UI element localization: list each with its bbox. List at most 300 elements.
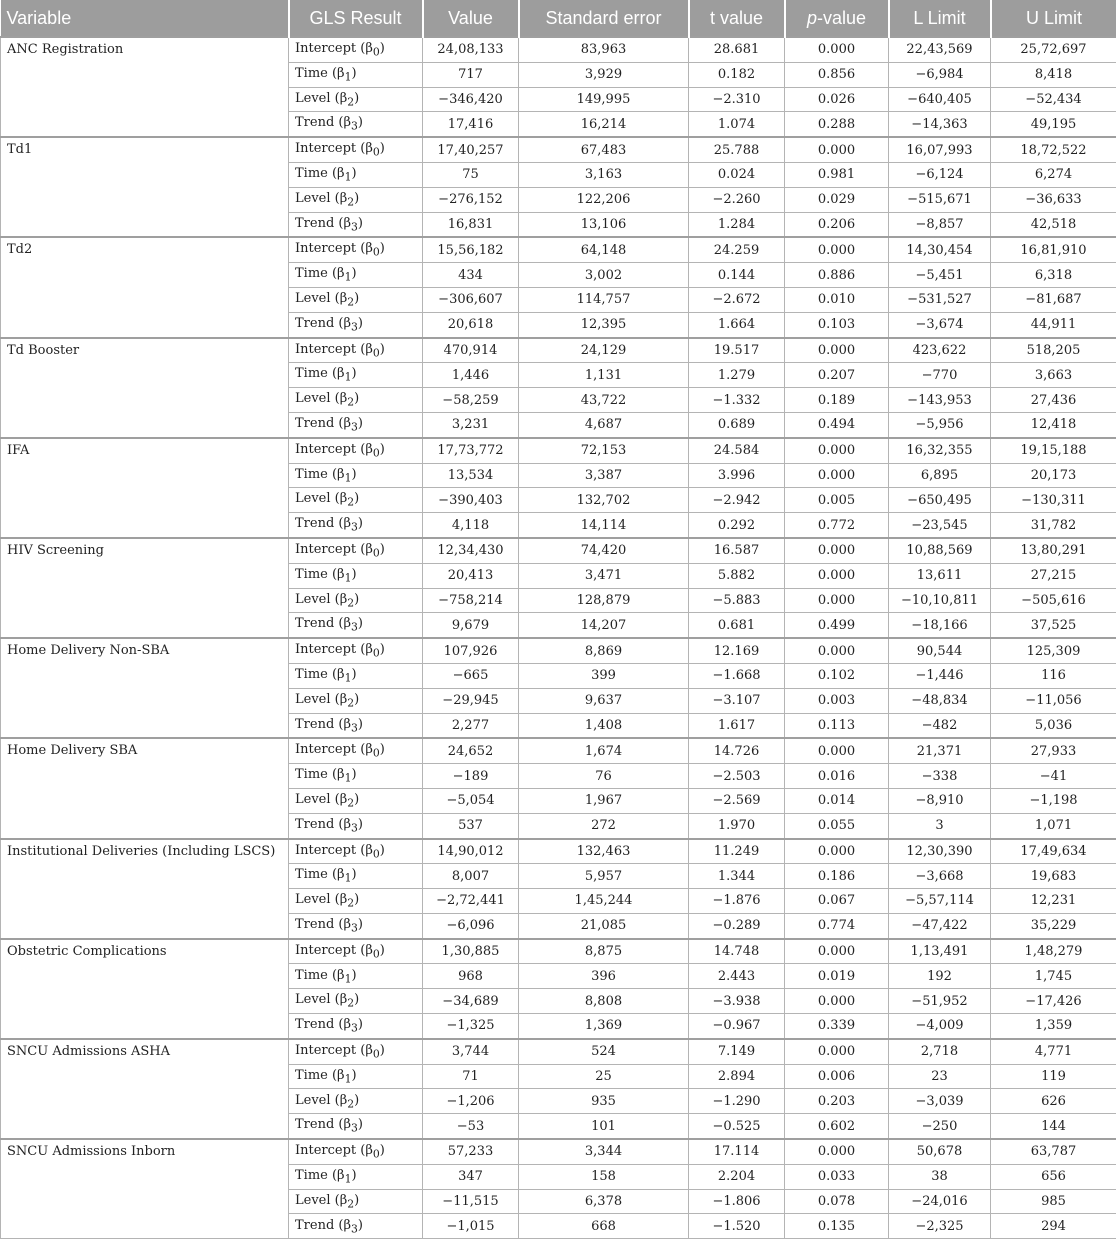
value-cell: 22,43,569 [889,37,991,62]
value-cell: 72,153 [519,438,689,463]
value-cell: 132,463 [519,839,689,864]
gls-result-cell: Time $(\beta_1)$ [289,563,423,588]
value-cell: 19.517 [689,338,785,363]
value-cell: 16.587 [689,538,785,563]
value-cell: 6,895 [889,463,991,488]
value-cell: −1,325 [423,1014,519,1039]
value-cell: 1,967 [519,788,689,813]
table-row [1,939,1116,964]
table-body [1,37,1116,1239]
value-cell: −1,206 [423,1089,519,1114]
gls-result-cell: Level $(\beta_2)$ [289,688,423,713]
gls-result-cell: Level $(\beta_2)$ [289,588,423,613]
value-cell: 0.000 [785,438,889,463]
gls-result-cell: Trend $(\beta_3)$ [289,112,423,137]
value-cell: 5,957 [519,864,689,889]
value-cell: 0.055 [785,813,889,838]
value-cell: 1.279 [689,363,785,388]
value-cell: −3.938 [689,989,785,1014]
value-cell: 347 [423,1164,519,1189]
value-cell: −24,016 [889,1189,991,1214]
gls-result-cell: Intercept $(\beta_0)$ [289,939,423,964]
value-cell: −1.290 [689,1089,785,1114]
value-cell: 24,08,133 [423,37,519,62]
value-cell: −34,689 [423,989,519,1014]
value-cell: −0.967 [689,1014,785,1039]
gls-result-cell: Time $(\beta_1)$ [289,964,423,989]
value-cell: 1,674 [519,738,689,763]
value-cell: 1.664 [689,312,785,337]
value-cell: 9,679 [423,613,519,638]
value-cell: 399 [519,663,689,688]
value-cell: 470,914 [423,338,519,363]
value-cell: −81,687 [991,287,1116,312]
value-cell: 1,359 [991,1014,1116,1039]
value-cell: 1,446 [423,363,519,388]
value-cell: 717 [423,62,519,87]
value-cell: 0.981 [785,162,889,187]
value-cell: −18,166 [889,613,991,638]
value-cell: −36,633 [991,187,1116,212]
value-cell: −505,616 [991,588,1116,613]
value-cell: 0.000 [785,588,889,613]
gls-result-cell: Intercept $(\beta_0)$ [289,538,423,563]
variable-cell: ANC Registration [1,37,289,137]
value-cell: 0.144 [689,263,785,288]
value-cell: 0.772 [785,513,889,538]
value-cell: −3,668 [889,864,991,889]
value-cell: 4,771 [991,1039,1116,1064]
value-cell: −47,422 [889,913,991,938]
value-cell: 935 [519,1089,689,1114]
value-cell: 12,395 [519,312,689,337]
value-cell: −2,325 [889,1214,991,1239]
value-cell: 294 [991,1214,1116,1239]
value-cell: 25.788 [689,137,785,162]
value-cell: 0.010 [785,287,889,312]
value-cell: −2.569 [689,788,785,813]
value-cell: 0.774 [785,913,889,938]
gls-result-cell: Trend $(\beta_3)$ [289,412,423,437]
value-cell: 1.344 [689,864,785,889]
value-cell: −58,259 [423,388,519,413]
value-cell: 3,929 [519,62,689,87]
value-cell: 14,207 [519,613,689,638]
value-cell: −5.883 [689,588,785,613]
value-cell: −531,527 [889,287,991,312]
value-cell: −1,015 [423,1214,519,1239]
value-cell: −14,363 [889,112,991,137]
value-cell: 49,195 [991,112,1116,137]
value-cell: −1.876 [689,889,785,914]
value-cell: 423,622 [889,338,991,363]
value-cell: 116 [991,663,1116,688]
value-cell: 90,544 [889,638,991,663]
value-cell: −2.942 [689,488,785,513]
table-row [1,538,1116,563]
value-cell: 21,085 [519,913,689,938]
variable-cell: Institutional Deliveries (Including LSCS) [1,839,289,939]
value-cell: −23,545 [889,513,991,538]
value-cell: −1,446 [889,663,991,688]
value-cell: −482 [889,713,991,738]
value-cell: 0.026 [785,87,889,112]
value-cell: 1.284 [689,212,785,237]
value-cell: 0.339 [785,1014,889,1039]
value-cell: 656 [991,1164,1116,1189]
value-cell: 16,214 [519,112,689,137]
gls-result-cell: Trend $(\beta_3)$ [289,1214,423,1239]
value-cell: 0.182 [689,62,785,87]
value-cell: 2,277 [423,713,519,738]
value-cell: 67,483 [519,137,689,162]
value-cell: 3,744 [423,1039,519,1064]
value-cell: 4,687 [519,412,689,437]
value-cell: −10,10,811 [889,588,991,613]
value-cell: 12,34,430 [423,538,519,563]
value-cell: −8,910 [889,788,991,813]
value-cell: 626 [991,1089,1116,1114]
value-cell: −1,198 [991,788,1116,813]
gls-result-cell: Intercept $(\beta_0)$ [289,839,423,864]
gls-result-cell: Level $(\beta_2)$ [289,488,423,513]
value-cell: 0.029 [785,187,889,212]
value-cell: 0.024 [689,162,785,187]
value-cell: 35,229 [991,913,1116,938]
gls-result-cell: Level $(\beta_2)$ [289,187,423,212]
value-cell: 14,30,454 [889,237,991,262]
value-cell: 14,90,012 [423,839,519,864]
value-cell: 0.033 [785,1164,889,1189]
table-row [1,1139,1116,1164]
value-cell: −346,420 [423,87,519,112]
table-row [1,438,1116,463]
variable-cell: Home Delivery SBA [1,738,289,838]
value-cell: 14,114 [519,513,689,538]
value-cell: −130,311 [991,488,1116,513]
gls-result-cell: Time $(\beta_1)$ [289,1164,423,1189]
header-u-limit: U Limit [991,0,1116,37]
value-cell: 20,618 [423,312,519,337]
value-cell: 125,309 [991,638,1116,663]
value-cell: −2.672 [689,287,785,312]
gls-result-cell: Level $(\beta_2)$ [289,788,423,813]
value-cell: 12,418 [991,412,1116,437]
value-cell: 107,926 [423,638,519,663]
value-cell: −3,674 [889,312,991,337]
value-cell: −5,956 [889,412,991,437]
value-cell: 3,002 [519,263,689,288]
value-cell: −17,426 [991,989,1116,1014]
gls-result-cell: Trend $(\beta_3)$ [289,713,423,738]
gls-result-cell: Time $(\beta_1)$ [289,764,423,789]
value-cell: 0.014 [785,788,889,813]
gls-result-cell: Time $(\beta_1)$ [289,162,423,187]
value-cell: 63,787 [991,1139,1116,1164]
value-cell: 0.019 [785,964,889,989]
value-cell: 0.006 [785,1064,889,1089]
value-cell: −3.107 [689,688,785,713]
value-cell: 968 [423,964,519,989]
gls-result-cell: Trend $(\beta_3)$ [289,312,423,337]
value-cell: 57,233 [423,1139,519,1164]
value-cell: −8,857 [889,212,991,237]
value-cell: 518,205 [991,338,1116,363]
value-cell: −770 [889,363,991,388]
value-cell: 0.102 [785,663,889,688]
gls-result-cell: Trend $(\beta_3)$ [289,1014,423,1039]
value-cell: 38 [889,1164,991,1189]
gls-result-cell: Level $(\beta_2)$ [289,287,423,312]
value-cell: 149,995 [519,87,689,112]
value-cell: 24,652 [423,738,519,763]
header-variable: Variable [1,0,289,37]
value-cell: 18,72,522 [991,137,1116,162]
value-cell: 17,73,772 [423,438,519,463]
value-cell: 0.000 [785,939,889,964]
value-cell: 8,418 [991,62,1116,87]
value-cell: 0.000 [785,1039,889,1064]
header-p-value [785,0,889,37]
value-cell: 3,663 [991,363,1116,388]
value-cell: 0.856 [785,62,889,87]
value-cell: 16,831 [423,212,519,237]
value-cell: 27,933 [991,738,1116,763]
header-l-limit: L Limit [889,0,991,37]
value-cell: 2.443 [689,964,785,989]
value-cell: 0.005 [785,488,889,513]
value-cell: −390,403 [423,488,519,513]
value-cell: 44,911 [991,312,1116,337]
value-cell: 272 [519,813,689,838]
gls-result-cell: Trend $(\beta_3)$ [289,813,423,838]
value-cell: 0.000 [785,37,889,62]
value-cell: 71 [423,1064,519,1089]
gls-result-cell: Trend $(\beta_3)$ [289,1114,423,1139]
value-cell: 3 [889,813,991,838]
value-cell: 16,07,993 [889,137,991,162]
value-cell: −29,945 [423,688,519,713]
value-cell: 21,371 [889,738,991,763]
value-cell: 0.000 [785,338,889,363]
gls-result-cell: Intercept $(\beta_0)$ [289,638,423,663]
value-cell: 396 [519,964,689,989]
value-cell: 985 [991,1189,1116,1214]
value-cell: −41 [991,764,1116,789]
value-cell: −189 [423,764,519,789]
variable-cell: IFA [1,438,289,538]
value-cell: 12.169 [689,638,785,663]
value-cell: 3,387 [519,463,689,488]
value-cell: 2.894 [689,1064,785,1089]
value-cell: 43,722 [519,388,689,413]
value-cell: 23 [889,1064,991,1089]
value-cell: −515,671 [889,187,991,212]
value-cell: 8,869 [519,638,689,663]
value-cell: 0.000 [785,563,889,588]
value-cell: 24.584 [689,438,785,463]
value-cell: 0.292 [689,513,785,538]
gls-result-cell: Level $(\beta_2)$ [289,989,423,1014]
value-cell: −250 [889,1114,991,1139]
value-cell: 25,72,697 [991,37,1116,62]
value-cell: 1,30,885 [423,939,519,964]
gls-result-cell: Trend $(\beta_3)$ [289,913,423,938]
variable-cell: HIV Screening [1,538,289,638]
value-cell: −5,57,114 [889,889,991,914]
value-cell: 3,231 [423,412,519,437]
value-cell: −665 [423,663,519,688]
value-cell: −6,096 [423,913,519,938]
value-cell: 7.149 [689,1039,785,1064]
value-cell: 19,15,188 [991,438,1116,463]
header-value: Value [423,0,519,37]
variable-cell: Home Delivery Non-SBA [1,638,289,738]
value-cell: 1.074 [689,112,785,137]
value-cell: 0.186 [785,864,889,889]
table-row [1,638,1116,663]
value-cell: 192 [889,964,991,989]
value-cell: 76 [519,764,689,789]
value-cell: 434 [423,263,519,288]
value-cell: −5,054 [423,788,519,813]
value-cell: 668 [519,1214,689,1239]
gls-result-cell: Level $(\beta_2)$ [289,388,423,413]
value-cell: −11,056 [991,688,1116,713]
value-cell: 13,106 [519,212,689,237]
value-cell: −48,834 [889,688,991,713]
value-cell: 0.067 [785,889,889,914]
value-cell: 15,56,182 [423,237,519,262]
value-cell: 1.970 [689,813,785,838]
value-cell: −758,214 [423,588,519,613]
value-cell: 1,131 [519,363,689,388]
value-cell: 0.494 [785,412,889,437]
value-cell: 28.681 [689,37,785,62]
table-row [1,338,1116,363]
value-cell: 158 [519,1164,689,1189]
value-cell: 8,808 [519,989,689,1014]
value-cell: −0.289 [689,913,785,938]
value-cell: −143,953 [889,388,991,413]
value-cell: 0.189 [785,388,889,413]
value-cell: 17.114 [689,1139,785,1164]
value-cell: 20,173 [991,463,1116,488]
value-cell: 8,007 [423,864,519,889]
value-cell: 16,32,355 [889,438,991,463]
variable-cell: Obstetric Complications [1,939,289,1039]
gls-result-cell: Level $(\beta_2)$ [289,889,423,914]
value-cell: 0.000 [785,839,889,864]
value-cell: 0.203 [785,1089,889,1114]
value-cell: 17,416 [423,112,519,137]
value-cell: 0.499 [785,613,889,638]
value-cell: 0.000 [785,463,889,488]
value-cell: 537 [423,813,519,838]
value-cell: 12,30,390 [889,839,991,864]
value-cell: 10,88,569 [889,538,991,563]
value-cell: 128,879 [519,588,689,613]
value-cell: −2.310 [689,87,785,112]
value-cell: 4,118 [423,513,519,538]
value-cell: 1.617 [689,713,785,738]
value-cell: 27,215 [991,563,1116,588]
value-cell: 0.602 [785,1114,889,1139]
value-cell: −650,495 [889,488,991,513]
gls-result-cell: Trend $(\beta_3)$ [289,613,423,638]
value-cell: −2.503 [689,764,785,789]
value-cell: 17,40,257 [423,137,519,162]
value-cell: 1,745 [991,964,1116,989]
gls-result-cell: Time $(\beta_1)$ [289,62,423,87]
value-cell: 1,369 [519,1014,689,1039]
value-cell: −306,607 [423,287,519,312]
value-cell: 24.259 [689,237,785,262]
gls-result-cell: Level $(\beta_2)$ [289,1189,423,1214]
value-cell: 31,782 [991,513,1116,538]
value-cell: 2,718 [889,1039,991,1064]
value-cell: −640,405 [889,87,991,112]
value-cell: 0.288 [785,112,889,137]
table-row [1,37,1116,62]
gls-result-cell: Time $(\beta_1)$ [289,663,423,688]
value-cell: 0.000 [785,738,889,763]
header-p-italic: p [807,8,817,28]
value-cell: 3,471 [519,563,689,588]
value-cell: 1,408 [519,713,689,738]
gls-result-cell: Intercept $(\beta_0)$ [289,438,423,463]
gls-result-cell: Intercept $(\beta_0)$ [289,1139,423,1164]
value-cell: 13,534 [423,463,519,488]
value-cell: 0.689 [689,412,785,437]
gls-result-cell: Intercept $(\beta_0)$ [289,237,423,262]
table-row [1,237,1116,262]
value-cell: 6,274 [991,162,1116,187]
table-row [1,839,1116,864]
table-row [1,738,1116,763]
header-gls-result: GLS Result [289,0,423,37]
value-cell: −2,72,441 [423,889,519,914]
gls-result-cell: Intercept $(\beta_0)$ [289,37,423,62]
value-cell: 75 [423,162,519,187]
variable-cell: Td1 [1,137,289,237]
gls-result-cell: Intercept $(\beta_0)$ [289,137,423,162]
value-cell: −276,152 [423,187,519,212]
value-cell: 19,683 [991,864,1116,889]
gls-result-cell: Time $(\beta_1)$ [289,363,423,388]
header-standard-error: Standard error [519,0,689,37]
value-cell: −1.806 [689,1189,785,1214]
value-cell: 1,071 [991,813,1116,838]
value-cell: 0.000 [785,237,889,262]
value-cell: 3.996 [689,463,785,488]
value-cell: 0.103 [785,312,889,337]
value-cell: 0.000 [785,1139,889,1164]
value-cell: 0.207 [785,363,889,388]
value-cell: 5,036 [991,713,1116,738]
value-cell: 24,129 [519,338,689,363]
value-cell: 50,678 [889,1139,991,1164]
value-cell: 6,378 [519,1189,689,1214]
value-cell: 524 [519,1039,689,1064]
value-cell: 5.882 [689,563,785,588]
value-cell: 64,148 [519,237,689,262]
value-cell: 1,13,491 [889,939,991,964]
value-cell: 0.135 [785,1214,889,1239]
header-row [1,0,1116,37]
value-cell: 119 [991,1064,1116,1089]
value-cell: 122,206 [519,187,689,212]
